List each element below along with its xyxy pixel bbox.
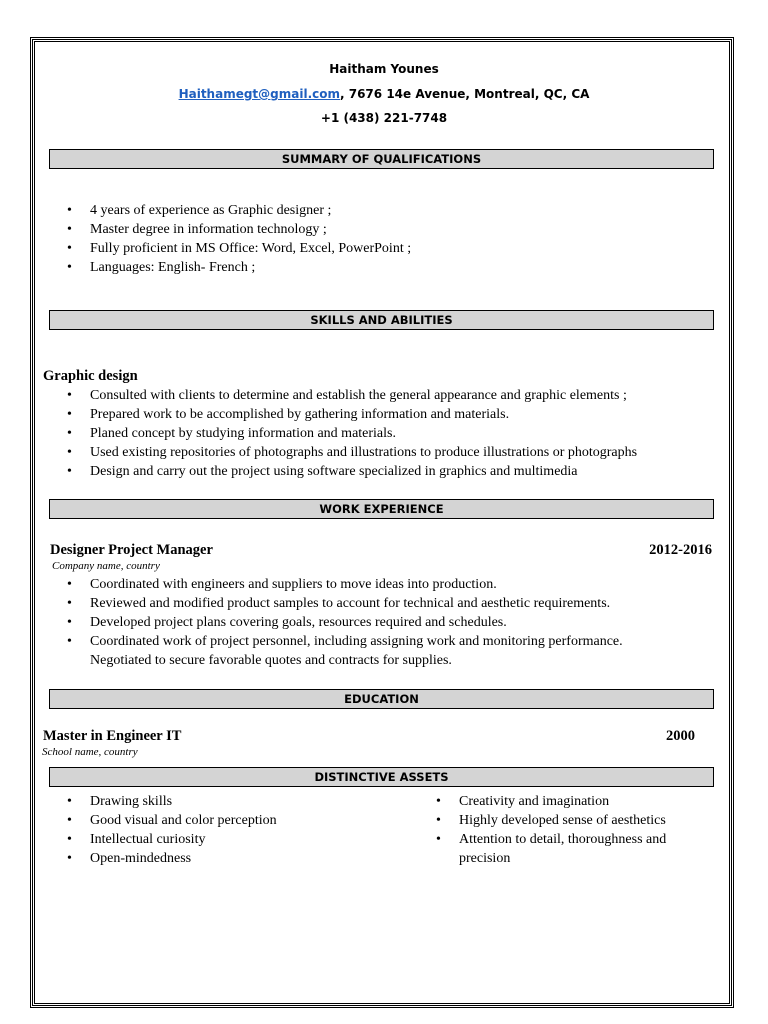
- list-item: • Open-mindedness: [65, 849, 405, 868]
- list-item: • Planed concept by studying information and materials.: [65, 424, 725, 443]
- list-item: • Creativity and imagination: [434, 792, 709, 811]
- assets-list-right: [434, 792, 709, 868]
- work-list: [65, 575, 725, 651]
- list-item: • Consulted with clients to determine and establish the general appearance and graphic elements ;: [65, 386, 725, 405]
- list-item: • Attention to detail, thoroughness and precision: [434, 830, 709, 868]
- list-item: • Used existing repositories of photographs and illustrations to produce illustrations or photographs: [65, 443, 725, 462]
- assets-section-bar: DISTINCTIVE ASSETS: [49, 767, 714, 787]
- skills-subheading: Graphic design: [43, 368, 138, 384]
- address: , 7676 14e Avenue, Montreal, QC, CA: [340, 87, 590, 101]
- skills-list: [65, 386, 725, 481]
- degree-year: 2000: [666, 728, 695, 744]
- list-item: • 4 years of experience as Graphic designer ;: [65, 201, 705, 220]
- job-years: 2012-2016: [649, 542, 712, 558]
- assets-list-left: [65, 792, 405, 868]
- contact-line: [0, 87, 768, 101]
- phone: +1 (438) 221-7748: [320, 111, 448, 125]
- skills-section-bar: SKILLS AND ABILITIES: [49, 310, 714, 330]
- company-name: Company name, country: [52, 560, 160, 572]
- summary-section-bar: SUMMARY OF QUALIFICATIONS: [49, 149, 714, 169]
- list-item: • Coordinated work of project personnel, including assigning work and monitoring performance.: [65, 632, 725, 651]
- degree-title: Master in Engineer IT: [43, 728, 182, 744]
- list-item: • Master degree in information technology ;: [65, 220, 705, 239]
- work-section-bar: WORK EXPERIENCE: [49, 499, 714, 519]
- school-name: School name, country: [42, 746, 138, 758]
- list-item: • Reviewed and modified product samples to account for technical and aesthetic requirements.: [65, 594, 725, 613]
- work-extra-line: Negotiated to secure favorable quotes and contracts for supplies.: [90, 653, 452, 668]
- list-item: • Intellectual curiosity: [65, 830, 405, 849]
- list-item: • Fully proficient in MS Office: Word, Excel, PowerPoint ;: [65, 239, 705, 258]
- list-item: • Drawing skills: [65, 792, 405, 811]
- list-item: • Coordinated with engineers and suppliers to move ideas into production.: [65, 575, 725, 594]
- list-item: • Languages: English- French ;: [65, 258, 705, 277]
- list-item: • Developed project plans covering goals, resources required and schedules.: [65, 613, 725, 632]
- email-link[interactable]: Haithamegt@gmail.com: [178, 87, 340, 101]
- list-item: • Prepared work to be accomplished by gathering information and materials.: [65, 405, 725, 424]
- list-item: • Good visual and color perception: [65, 811, 405, 830]
- summary-list: [65, 201, 705, 277]
- list-item: • Design and carry out the project using software specialized in graphics and multimedia: [65, 462, 725, 481]
- candidate-name: Haitham Younes: [329, 62, 439, 76]
- list-item: • Highly developed sense of aesthetics: [434, 811, 709, 830]
- job-title: Designer Project Manager: [50, 542, 213, 558]
- education-section-bar: EDUCATION: [49, 689, 714, 709]
